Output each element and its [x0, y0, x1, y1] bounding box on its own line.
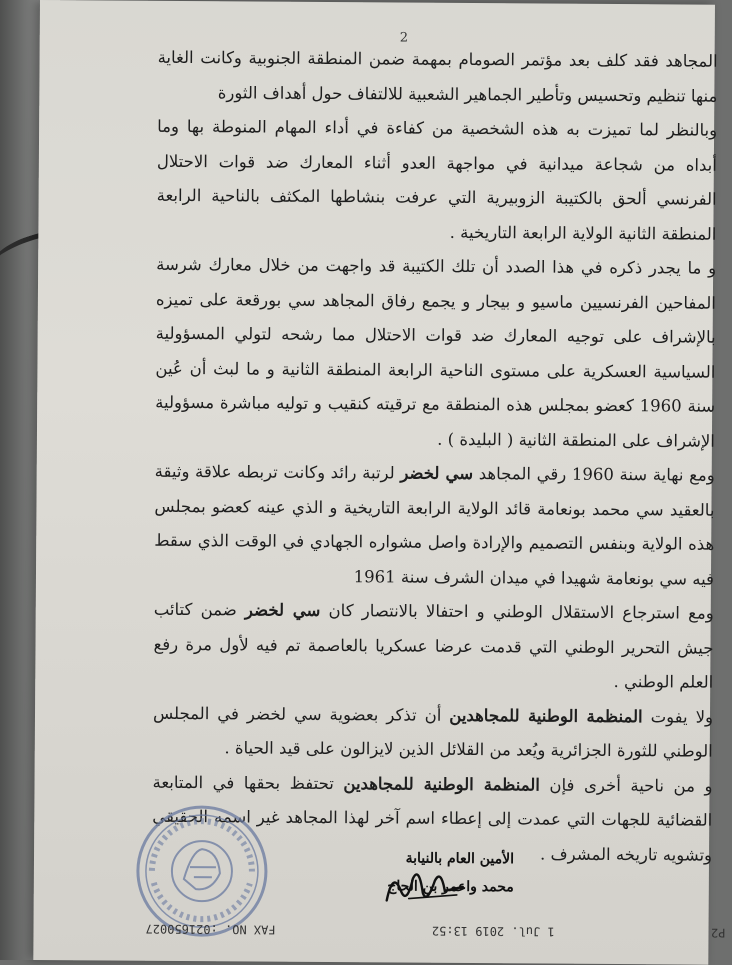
document-page: [33, 0, 726, 965]
fax-page: P2: [711, 925, 726, 940]
paragraph-7-text-end: تحتفظ بحقها في المتابعة القضائية للجهات التي عمدت إلى إعطاء اسم آخر لهذا المجاهد غير اسمه الحقيقي وتشويه تاريخه المشرف .: [152, 772, 713, 865]
fax-date-time: 1 Jul. 2019 13:52: [431, 923, 555, 939]
fax-number: FAX NO. :021650027: [145, 921, 276, 937]
signatory-title: الأمين العام بالنيابة: [405, 850, 515, 868]
fax-footer: [145, 919, 725, 943]
paragraph-5-text: ومع استرجاع الاستقلال الوطني و احتفالا بالانتصار كان: [320, 600, 714, 623]
paragraph-5-text-end: ضمن كتائب جيش التحرير الوطني التي قدمت عرضا عسكريا بالعاصمة تم فيه لأول مرة رفع العلم الوطني .: [153, 599, 714, 692]
page-number: 2: [399, 30, 409, 46]
paragraph-4-bold: سي لخضر: [400, 463, 474, 484]
paragraph-6-bold: المنظمة الوطنية للمجاهدين: [449, 705, 643, 726]
paragraph-6-text: ولا يفوت: [642, 706, 714, 727]
paragraph-4: [154, 455, 715, 597]
paragraph-6: [153, 696, 713, 769]
paragraph-5: [153, 593, 714, 700]
handwritten-signature: [379, 860, 469, 911]
signatory-name: محمد واعمر بن الحاج: [387, 878, 514, 896]
paragraph-7-text: و من ناحية أخرى فإن: [539, 775, 713, 796]
paragraph-5-bold: سي لخضر: [244, 600, 321, 620]
paragraph-1: المجاهد فقد كلف بعد مؤتمر الصومام بمهمة ضمن المنطقة الجنوبية وكانت الغاية منها تنظيم وتحسيس وتأطير الجماهير الشعبية للالتفاف حول أهداف الثورة: [157, 47, 718, 106]
paragraph-3: و ما يجدر ذكره في هذا الصدد أن تلك الكتيبة قد واجهت من خلال معارك شرسة المفاحين الفرنسيين ماسيو و بيجار و يجمع رفاق المجاهد سي بورقعة على تميزه بالإشراف على توجيه المعارك ضد قوات الاحتلال مما رشحه لتولي المسؤولية السياسية العسكرية على مستوى الناحية الرابعة المنطقة الثانية و ما لبث أن عُين سنة 1960 كعضو بمجلس هذه المنطقة مع ترقيته كنقيب و توليه مباشرة مسؤولية الإشراف على المنطقة الثانية ( البليدة ) .: [155, 254, 717, 451]
paragraph-7-bold: المنظمة الوطنية للمجاهدين: [343, 773, 540, 795]
paragraph-4-text-end: لرتبة رائد وكانت تربطه علاقة وثيقة بالعقيد سي محمد بونعامة قائد الولاية الرابعة التاريخية و الذي عينه كعضو بمجلس هذه الولاية وبنفس التصميم والإرادة واصل مشواره الجهادي في الوقت الذي سقط فيه سي بونعامة شهيدا في ميدان الشرف سنة 1961: [154, 461, 715, 589]
document-body: [152, 41, 718, 873]
paragraph-2: وبالنظر لما تميزت به هذه الشخصية من كفاءة في أداء المهام المنوطة بها وما أبداه من شجاعة ميدانية في مواجهة العدو أثناء المعارك ضد قوات الاحتلال الفرنسي ألحق بالكتيبة الزوبيرية التي عرفت بنشاطها المكثف بالناحية الرابعة المنطقة الثانية الولاية الرابعة التاريخية .: [156, 116, 718, 244]
paragraph-4-text: ومع نهاية سنة 1960 رقي المجاهد: [473, 464, 715, 485]
paragraph-6-text-end: أن تذكر بعضوية سي لخضر في المجلس الوطني للثورة الجزائرية ويُعد من القلائل الذين لايزالون على قيد الحياة .: [152, 703, 713, 761]
